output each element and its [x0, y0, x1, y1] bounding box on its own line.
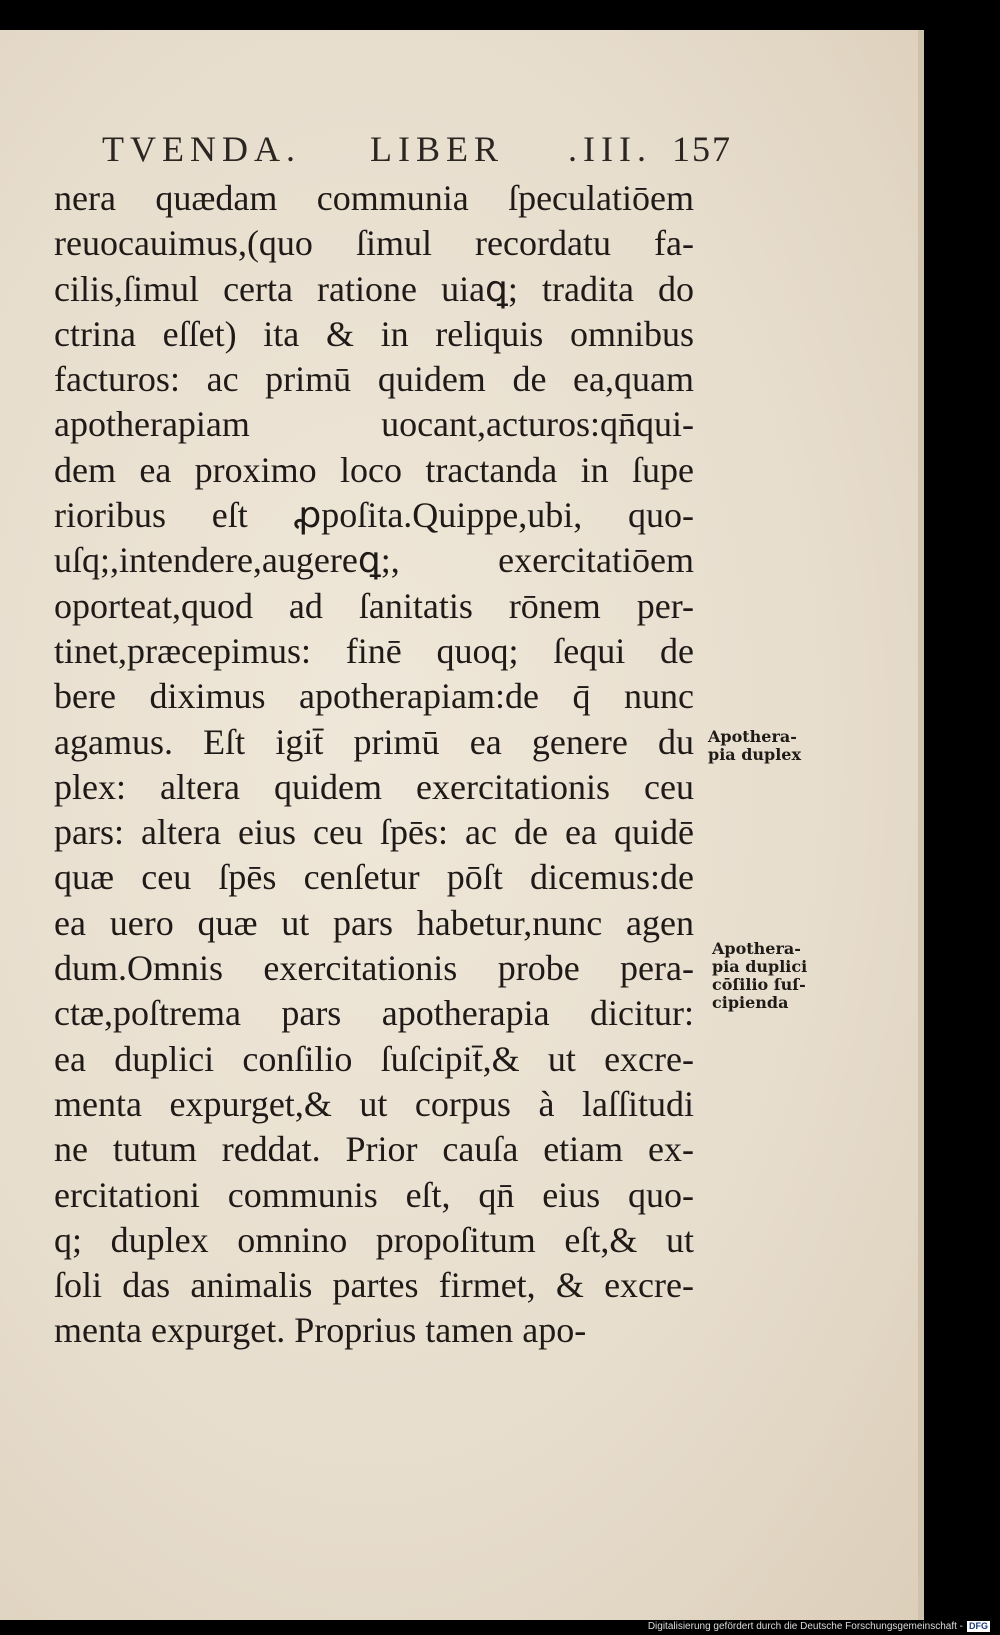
text-line: quæ ceu ſpēs cenſetur pōſt dicemus:de [54, 857, 694, 898]
text-line: apotherapiam uocant,acturos:qn̄qui- [54, 404, 694, 445]
text-line: menta expurget. Proprius tamen apo- [54, 1310, 587, 1351]
text-line: dum.Omnis exercitationis probe pera- [54, 948, 694, 989]
header-title: TVENDA. [102, 129, 301, 169]
text-line: reuocauimus,(quo ſimul recordatu fa- [54, 223, 694, 264]
body-text [54, 176, 704, 1354]
text-line: nera quædam communia ſpeculatiōem [54, 178, 694, 218]
text-line: ea duplici conſilio ſuſcipit̄,& ut excre- [54, 1038, 694, 1079]
page-number: 157 [672, 129, 732, 169]
text-line: agamus. Eſt igit̄ primū ea genere du [54, 721, 694, 762]
digitization-credit [610, 1619, 990, 1635]
page-edge [918, 30, 924, 1620]
text-line: tinet,præcepimus: finē quoq; ſequi de [54, 630, 694, 671]
text-line: plex: altera quidem exercitationis ceu [54, 766, 694, 807]
text-line: bere diximus apotherapiam:de q̄ nunc [54, 676, 694, 717]
text-line: q; duplex omnino propoſitum eſt,& ut [54, 1219, 694, 1260]
text-line: ercitationi communis eſt, qn̄ eius quo- [54, 1174, 694, 1215]
text-line: menta expurget,& ut corpus à laſſitudi [54, 1083, 694, 1124]
text-line: uſq;,intendere,augereꝗ;, exercitatiōem [54, 540, 694, 581]
text-line: facturos: ac primū quidem de ea,quam [54, 359, 694, 400]
header-book: LIBER [370, 129, 504, 169]
credit-text: Digitalisierung gefördert durch die Deutsche Forschungsgemeinschaft - [647, 1621, 963, 1632]
text-line: ctæ,poſtrema pars apotherapia dicitur: [54, 993, 694, 1034]
text-line: dem ea proximo loco tractanda in ſupe [54, 449, 694, 490]
text-line: pars: altera eius ceu ſpēs: ac de ea quidē [54, 812, 694, 853]
text-line: ctrina eſſet) ita & in reliquis omnibus [54, 313, 694, 354]
header-book-number: .III. [568, 129, 652, 169]
text-line: rioribus eſt ꝓpoſita.Quippe,ubi, quo- [54, 495, 694, 536]
marginal-note: Apothera- pia duplex [708, 727, 802, 764]
marginal-note: Apothera- pia duplici cōſilio ſuſ- cipienda [712, 939, 808, 1012]
running-header [102, 128, 742, 170]
dfg-logo: DFG [969, 1620, 988, 1631]
text-line: ſoli das animalis partes firmet, & excre- [54, 1265, 694, 1306]
text-line: cilis,ſimul certa ratione uiaꝗ; tradita do [54, 268, 694, 309]
text-line: ea uero quæ ut pars habetur,nunc agen [54, 902, 694, 943]
text-line: oporteat,quod ad ſanitatis rōnem per- [54, 585, 694, 626]
text-line: ne tutum reddat. Prior cauſa etiam ex- [54, 1129, 694, 1170]
